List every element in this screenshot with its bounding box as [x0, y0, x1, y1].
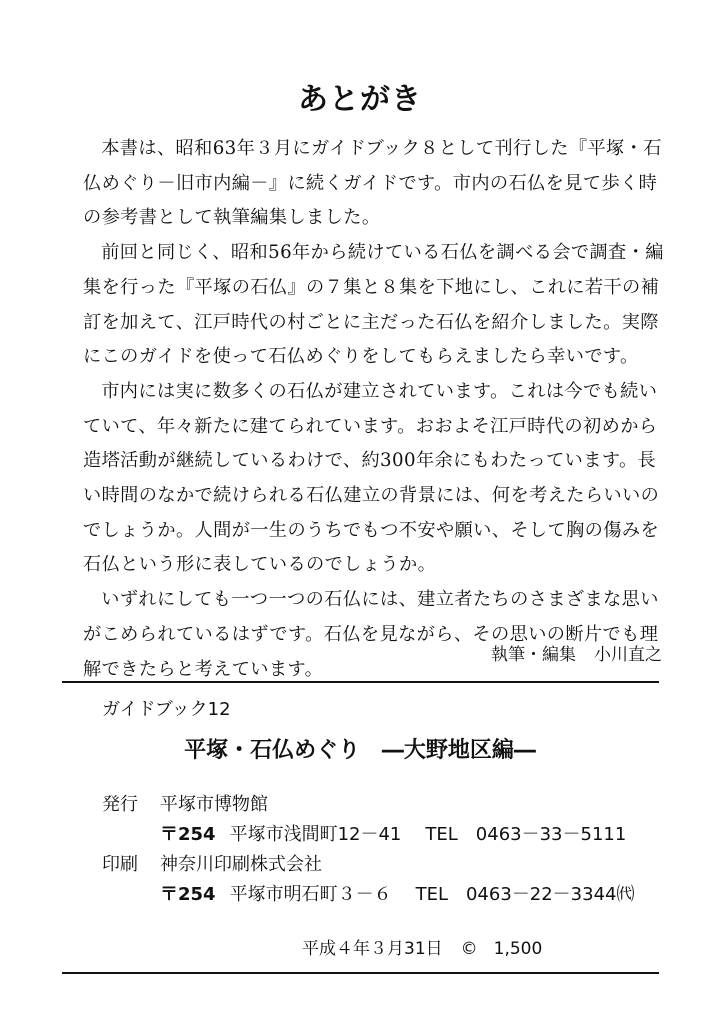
paragraph: 市内には実に数多くの石仏が建立されています。これは今でも続いていて、年々新たに建てられています。おおよそ江戸時代の初めから造塔活動が継続しているわけで、約300年余にもわたっています。長い時間のなかで続けられる石仏建立の背景には、何を考えたらいいのでしょうか。人間が一生のうちでもつ不安や願い、そして胸の傷みを石仏という形に表しているのでしょうか。 [83, 380, 660, 576]
printer-label: 印刷 [102, 854, 138, 875]
page-title: あとがき [298, 82, 422, 117]
publisher-tel: TEL 0463－33－5111 [425, 824, 627, 845]
divider [62, 681, 659, 683]
author-credit [491, 640, 662, 665]
publisher-postal: 〒254 [160, 824, 216, 845]
printer-address [160, 880, 635, 906]
paragraph: 前回と同じく、昭和56年から続けている石仏を調べる会で調査・編集を行った『平塚の石仏』の７集と８集を下地にし、これに若干の補訂を加えて、江戸時代の村ごとに主だった石仏を紹介しました。実際にこのガイドを使って石仏めぐりをしてもらえましたら幸いです。 [83, 242, 664, 368]
publisher-row [0, 790, 720, 814]
printer-address-row [0, 880, 720, 904]
printer-postal: 〒254 [160, 884, 216, 905]
series-label: ガイドブック12 [102, 699, 231, 720]
price: 1,500 [493, 939, 543, 959]
publisher-address [160, 820, 626, 846]
divider [62, 972, 659, 974]
afterword-body [83, 132, 668, 687]
publisher-label: 発行 [102, 794, 138, 815]
book-title: 平塚・石仏めぐり [184, 738, 361, 763]
book-subtitle: ―大野地区編― [381, 738, 536, 763]
printer-tel: TEL 0463－22－3344㈹ [415, 884, 635, 905]
publisher-street: 平塚市浅間町12－41 [229, 824, 402, 845]
author-name: 小川直之 [594, 645, 662, 665]
printer-street: 平塚市明石町３－６ [229, 884, 392, 905]
publisher-address-row [0, 820, 720, 844]
printer-row [0, 850, 720, 874]
paragraph: 本書は、昭和63年３月にガイドブック８として刊行した『平塚・石仏めぐり－旧市内編－』に続くガイドです。市内の石仏を見て歩く時の参考書として執筆編集しました。 [83, 138, 662, 229]
paragraph: いずれにしても一つ一つの石仏には、建立者たちのさまざまな思いがこめられているはずです。石仏を見ながら、その思いの断片でも理解できたらと考えています。 [83, 589, 659, 680]
publication-line [302, 934, 542, 959]
publisher-name: 平塚市博物館 [160, 794, 268, 815]
printer-name: 神奈川印刷株式会社 [160, 854, 322, 875]
author-role: 執筆・編集 [491, 645, 576, 665]
copyright-mark: © [460, 939, 478, 959]
book-title-line [0, 733, 720, 764]
publication-date: 平成４年３月31日 [302, 939, 443, 959]
